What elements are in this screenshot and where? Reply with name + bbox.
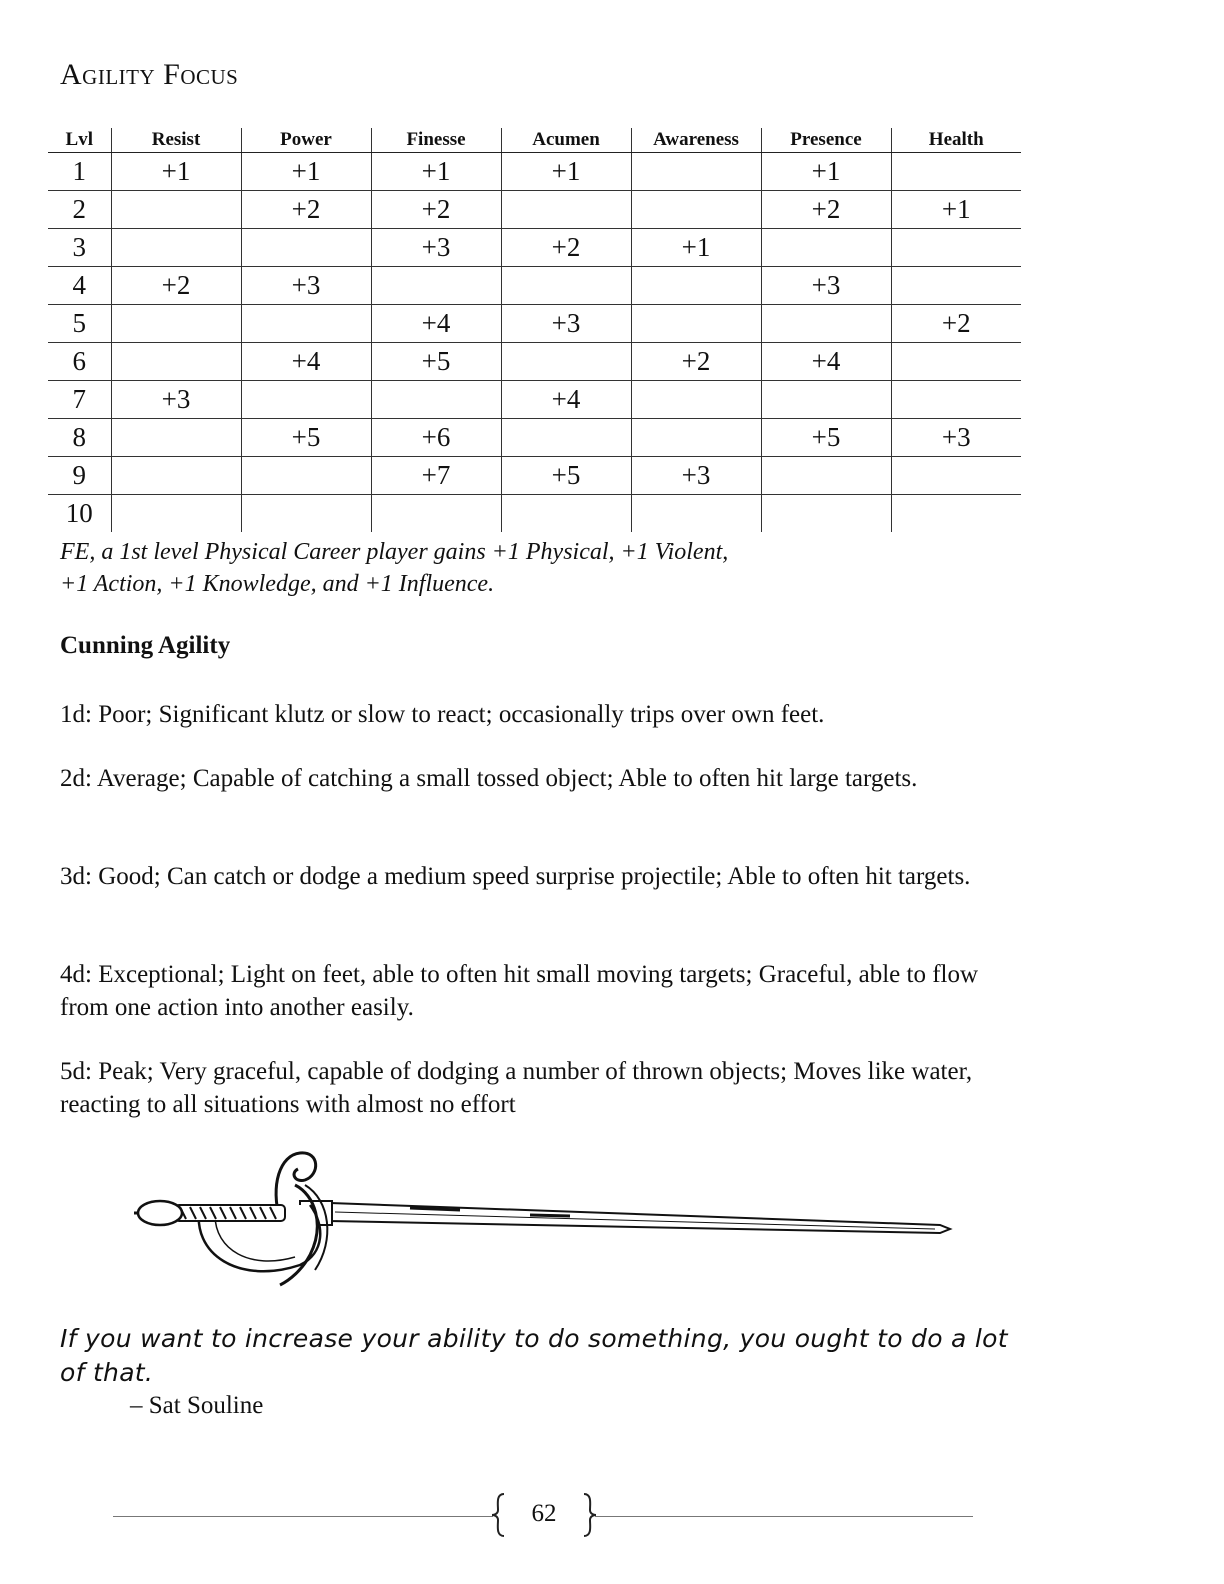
cell-health [891, 267, 1021, 305]
cell-awareness [631, 495, 761, 533]
cell-presence: +2 [761, 191, 891, 229]
table-row [48, 495, 1021, 533]
cell-power [241, 305, 371, 343]
cell-finesse: +2 [371, 191, 501, 229]
table-row [48, 343, 1021, 381]
cell-presence [761, 457, 891, 495]
example-note [60, 536, 960, 600]
cell-acumen: +2 [501, 229, 631, 267]
table-row [48, 267, 1021, 305]
cell-awareness [631, 419, 761, 457]
cell-resist [111, 343, 241, 381]
cell-awareness [631, 381, 761, 419]
cell-lvl: 5 [48, 305, 111, 343]
cell-finesse: +6 [371, 419, 501, 457]
cell-awareness: +3 [631, 457, 761, 495]
cell-acumen: +3 [501, 305, 631, 343]
cell-resist: +1 [111, 153, 241, 191]
cell-presence: +3 [761, 267, 891, 305]
cell-presence: +1 [761, 153, 891, 191]
cell-power: +2 [241, 191, 371, 229]
header-resist: Resist [111, 128, 241, 153]
cell-acumen: +4 [501, 381, 631, 419]
cell-resist [111, 457, 241, 495]
example-line-2: +1 Action, +1 Knowledge, and +1 Influence. [60, 571, 495, 597]
table-row [48, 229, 1021, 267]
cell-lvl: 9 [48, 457, 111, 495]
cell-health: +2 [891, 305, 1021, 343]
rank-4d: 4d: Exceptional; Light on feet, able to often hit small moving targets; Graceful, able to flow from one action into another easily. [60, 961, 979, 1021]
section-heading: Cunning Agility [60, 632, 231, 659]
rank-3d: 3d: Good; Can catch or dodge a medium speed surprise projectile; Able to often hit targets. [60, 863, 971, 890]
quote-text: If you want to increase your ability to do something, you ought to do a lot of that. [60, 1324, 1008, 1387]
cell-lvl: 4 [48, 267, 111, 305]
cell-finesse: +3 [371, 229, 501, 267]
quote-attribution: – Sat Souline [130, 1392, 264, 1419]
cell-power: +5 [241, 419, 371, 457]
cell-presence [761, 229, 891, 267]
cell-finesse [371, 495, 501, 533]
cell-power: +4 [241, 343, 371, 381]
header-acumen: Acumen [501, 128, 631, 153]
header-finesse: Finesse [371, 128, 501, 153]
cell-acumen [501, 419, 631, 457]
cell-acumen: +5 [501, 457, 631, 495]
cell-health: +1 [891, 191, 1021, 229]
cell-presence [761, 305, 891, 343]
rank-1d: 1d: Poor; Significant klutz or slow to react; occasionally trips over own feet. [60, 701, 825, 728]
cell-health [891, 343, 1021, 381]
header-power: Power [241, 128, 371, 153]
cell-finesse: +4 [371, 305, 501, 343]
cell-resist: +2 [111, 267, 241, 305]
rank-5d: 5d: Peak; Very graceful, capable of dodging a number of thrown objects; Moves like water, reacting to all situations with almost no effort [60, 1058, 973, 1118]
cell-awareness [631, 267, 761, 305]
cell-presence: +4 [761, 343, 891, 381]
cell-finesse [371, 267, 501, 305]
cell-finesse: +5 [371, 343, 501, 381]
cell-acumen [501, 343, 631, 381]
cell-resist [111, 229, 241, 267]
cell-resist [111, 419, 241, 457]
table-row [48, 457, 1021, 495]
page-title: Agility Focus [60, 58, 239, 91]
cell-health [891, 229, 1021, 267]
cell-lvl: 3 [48, 229, 111, 267]
agility-focus-table [48, 128, 1021, 532]
cell-resist [111, 305, 241, 343]
rapier-sword-icon [130, 1145, 960, 1295]
footer-rule-right [595, 1516, 973, 1517]
cell-finesse: +7 [371, 457, 501, 495]
cell-acumen [501, 495, 631, 533]
cell-power [241, 495, 371, 533]
cell-health [891, 457, 1021, 495]
header-awareness: Awareness [631, 128, 761, 153]
example-line-1: FE, a 1st level Physical Career player gains +1 Physical, +1 Violent, [60, 539, 729, 565]
table-row [48, 381, 1021, 419]
cell-power: +3 [241, 267, 371, 305]
rank-2d: 2d: Average; Capable of catching a small tossed object; Able to often hit large targets. [60, 765, 918, 792]
cell-resist [111, 191, 241, 229]
left-brace-icon [490, 1492, 506, 1538]
right-brace-icon [582, 1492, 598, 1538]
cell-acumen: +1 [501, 153, 631, 191]
cell-finesse: +1 [371, 153, 501, 191]
cell-health [891, 381, 1021, 419]
cell-awareness [631, 305, 761, 343]
cell-power: +1 [241, 153, 371, 191]
cell-awareness: +2 [631, 343, 761, 381]
cell-acumen [501, 267, 631, 305]
table-body [48, 153, 1021, 533]
cell-awareness [631, 153, 761, 191]
cell-finesse [371, 381, 501, 419]
table-row [48, 153, 1021, 191]
cell-awareness [631, 191, 761, 229]
header-presence: Presence [761, 128, 891, 153]
table-row [48, 191, 1021, 229]
footer-rule-left [113, 1516, 493, 1517]
cell-lvl: 10 [48, 495, 111, 533]
table-row [48, 305, 1021, 343]
table-row [48, 419, 1021, 457]
cell-health [891, 153, 1021, 191]
cell-health [891, 495, 1021, 533]
cell-presence [761, 381, 891, 419]
cell-awareness: +1 [631, 229, 761, 267]
cell-lvl: 8 [48, 419, 111, 457]
cell-lvl: 6 [48, 343, 111, 381]
cell-presence [761, 495, 891, 533]
cell-lvl: 2 [48, 191, 111, 229]
cell-resist [111, 495, 241, 533]
cell-lvl: 1 [48, 153, 111, 191]
cell-power [241, 457, 371, 495]
cell-acumen [501, 191, 631, 229]
header-health: Health [891, 128, 1021, 153]
header-lvl: Lvl [48, 128, 111, 153]
table-header-row [48, 128, 1021, 153]
cell-presence: +5 [761, 419, 891, 457]
page-number: 62 [531, 1500, 557, 1527]
cell-health: +3 [891, 419, 1021, 457]
cell-resist: +3 [111, 381, 241, 419]
cell-power [241, 229, 371, 267]
cell-power [241, 381, 371, 419]
cell-lvl: 7 [48, 381, 111, 419]
